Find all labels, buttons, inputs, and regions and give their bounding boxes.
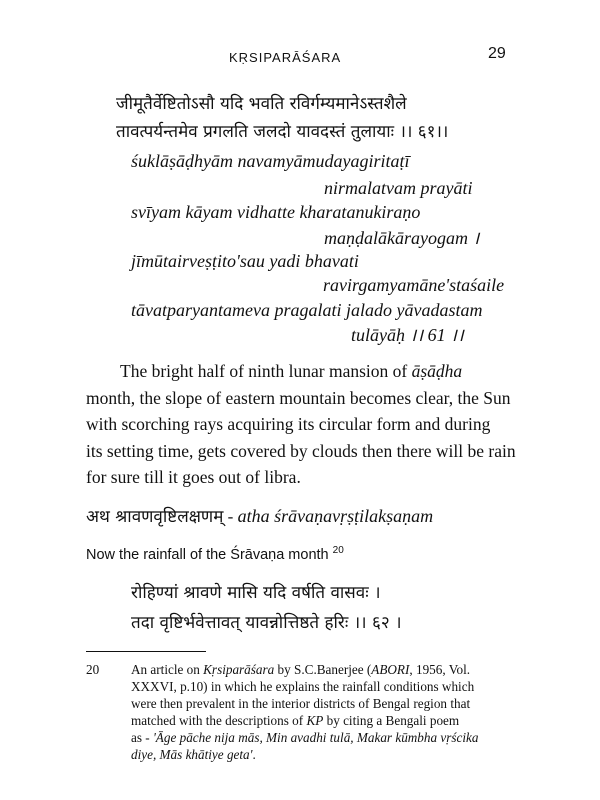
- footnote-poem: 'Āge pāche nija mās, Min avadhi tulā, Makar kūmbha vṛścika: [152, 730, 479, 745]
- verse61-translit-line-3: svīyam kāyam vidhatte kharatanukiraṇo: [131, 202, 421, 222]
- verse61-translit-line-5: jīmūtairveṣṭito'sau yadi bhavati: [131, 251, 359, 271]
- footnote-title: Kṛsiparāśara: [203, 662, 275, 677]
- footnote-text: matched with the descriptions of: [131, 713, 307, 728]
- footnote-line-6: [131, 746, 256, 764]
- subheading-text: Now the rainfall of the Śrāvaṇa month: [86, 546, 333, 563]
- verse61-translit-line-8: tulāyāḥ ।। 61 ।।: [351, 325, 464, 345]
- paragraph-line-5: for sure till it goes out of libra.: [86, 467, 301, 487]
- verse61-translit-line-6: ravirgamyamāne'staśaile: [323, 275, 505, 295]
- footnote-line-3: were then prevalent in the interior districts of Bengal region that: [131, 696, 471, 711]
- footnote-line-2: XXXVI, p.10) in which he explains the rainfall conditions which: [131, 679, 475, 694]
- verse61-translit-line-1: śuklāṣāḍhyām navamyāmudayagiritaṭī: [131, 151, 410, 171]
- footnote-line-1: [131, 661, 470, 679]
- footnote-text: by citing a Bengali poem: [323, 713, 460, 728]
- section-heading-dash: -: [223, 507, 238, 526]
- paragraph-line-4: its setting time, gets covered by clouds then there will be rain: [86, 441, 516, 461]
- footnote-divider: [86, 651, 206, 652]
- section-heading: [86, 504, 433, 527]
- verse62-sanskrit-line-1: रोहिण्यां श्रावणे मासि यदि वर्षति वासवः ।: [131, 583, 381, 603]
- running-title: KṚSIPARĀŚARA: [229, 50, 342, 65]
- paragraph-text: The bright half of ninth lunar mansion of: [120, 361, 412, 381]
- verse61-translit-line-4: maṇḍalākārayogam ।: [324, 228, 480, 248]
- page-number: 29: [488, 45, 506, 62]
- footnote-poem: diye, Mās khātiye geta': [131, 747, 253, 762]
- section-heading-translit: atha śrāvaṇavṛṣṭilakṣaṇam: [237, 506, 434, 526]
- verse61-sanskrit-line-2: तावत्पर्यन्तमेव प्रगलति जलदो यावदस्तं तुलायाः ।। ६१।।: [116, 122, 449, 142]
- footnote-text: as -: [131, 730, 153, 745]
- footnote-text: by S.C.Banerjee (: [274, 662, 372, 677]
- verse61-translit-line-7: tāvatparyantameva pragalati jalado yāvadastam: [131, 300, 483, 320]
- paragraph-line-1: [120, 357, 462, 386]
- footnote-text: , 1956, Vol.: [409, 662, 471, 677]
- footnote-number: 20: [86, 662, 100, 677]
- footnote-ref: 20: [332, 545, 344, 556]
- verse62-sanskrit-line-2: तदा वृष्टिर्भवेत्तावत् यावन्नोत्तिष्ठते हरिः ।। ६२ ।: [131, 613, 402, 633]
- paragraph-term: āṣāḍha: [411, 361, 463, 381]
- footnote-text: .: [252, 747, 256, 762]
- footnote-line-4: [131, 712, 459, 730]
- paragraph-line-2: month, the slope of eastern mountain becomes clear, the Sun: [86, 388, 511, 408]
- footnote-line-5: [131, 729, 478, 747]
- footnote-abbrev: KP: [306, 713, 324, 728]
- footnote-journal: ABORI: [371, 662, 410, 677]
- verse61-sanskrit-line-1: जीमूतैर्वेष्टितोऽसौ यदि भवति रविर्गम्यमानेऽस्तशैले: [116, 94, 407, 114]
- verse61-translit-line-2: nirmalatvam prayāti: [324, 178, 473, 198]
- footnote-text: An article on: [131, 662, 204, 677]
- paragraph-line-3: with scorching rays acquiring its circular form and during: [86, 414, 491, 434]
- subheading: [86, 545, 344, 563]
- section-heading-sanskrit: अथ श्रावणवृष्टिलक्षणम्: [86, 507, 224, 527]
